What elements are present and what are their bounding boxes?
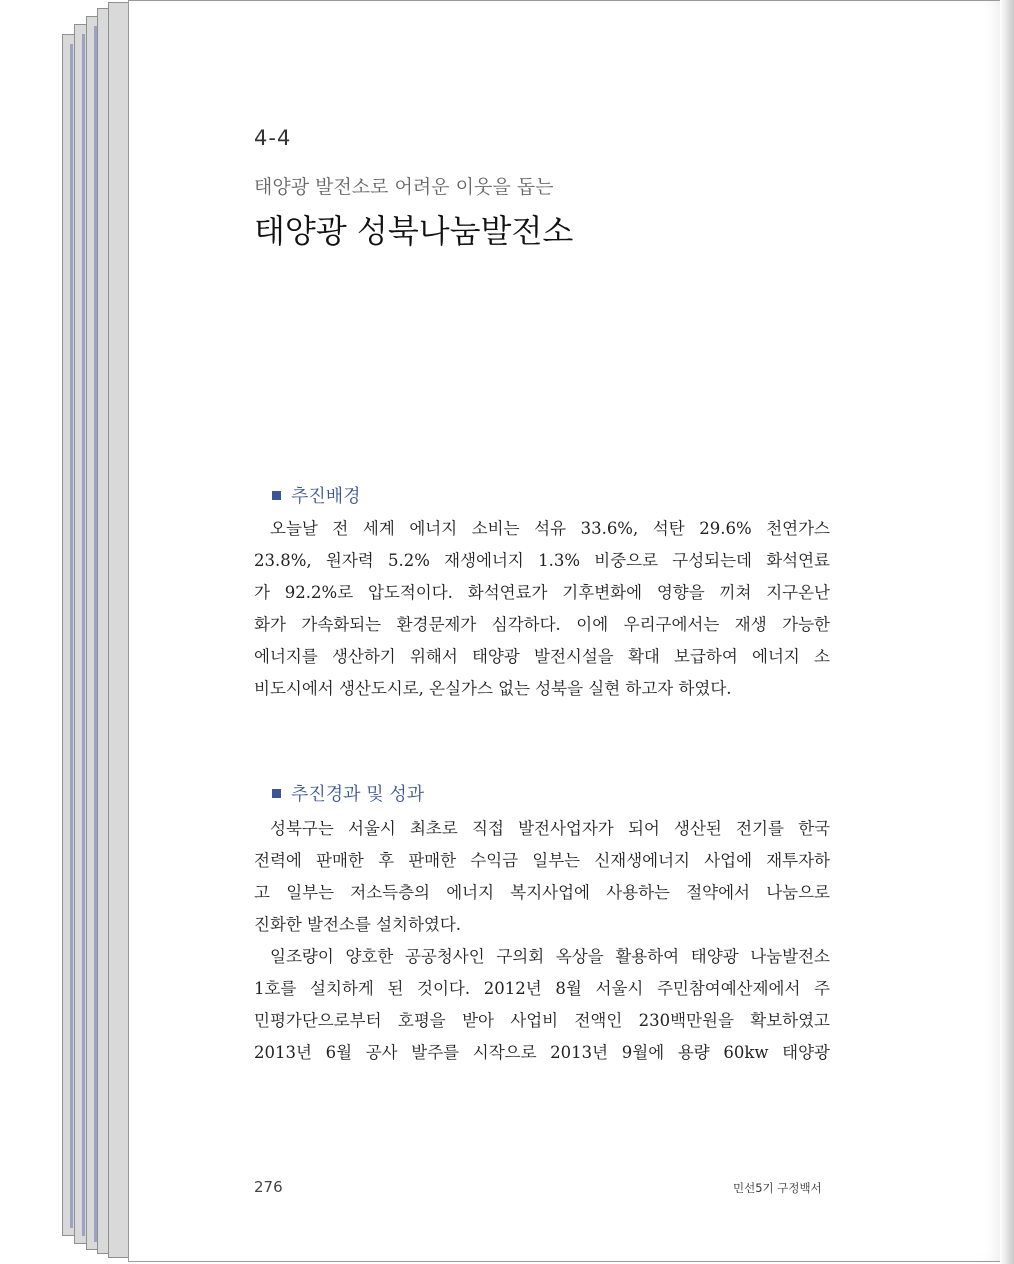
text-line: 2013년 6월 공사 발주를 시작으로 2013년 9월에 용량 60kw 태양광 bbox=[254, 1043, 830, 1062]
text-line: 진화한 발전소를 설치하였다. bbox=[254, 915, 462, 934]
text-line: 일조량이 양호한 공공청사인 구의회 옥상을 활용하여 태양광 나눔발전소 bbox=[270, 947, 830, 966]
square-bullet-icon bbox=[272, 491, 281, 500]
text-line: 비도시에서 생산도시로, 온실가스 없는 성북을 실현 하고자 하였다. bbox=[254, 679, 732, 698]
section-title: 태양광 성북나눔발전소 bbox=[254, 212, 574, 250]
text-line: 1호를 설치하게 된 것이다. 2012년 8월 서울시 주민참여예산제에서 주 bbox=[254, 979, 830, 998]
heading-results bbox=[272, 780, 424, 806]
text-line: 화가 가속화되는 환경문제가 심각하다. 이에 우리구에서는 재생 가능한 bbox=[254, 615, 830, 634]
results-paragraph bbox=[254, 813, 830, 1069]
book-title: 민선5기 구정백서 bbox=[733, 1181, 822, 1195]
text-line: 오늘날 전 세계 에너지 소비는 석유 33.6%, 석탄 29.6% 천연가스 bbox=[270, 519, 830, 538]
text-line: 민평가단으로부터 호평을 받아 사업비 전액인 230백만원을 확보하였고 bbox=[254, 1011, 830, 1030]
text-line: 에너지를 생산하기 위해서 태양광 발전시설을 확대 보급하여 에너지 소 bbox=[254, 647, 830, 666]
page-edge-line bbox=[94, 26, 97, 1242]
square-bullet-icon bbox=[272, 789, 281, 798]
text-line: 가 92.2%로 압도적이다. 화석연료가 기후변화에 영향을 끼쳐 지구온난 bbox=[254, 583, 830, 602]
page-edge-line bbox=[82, 34, 85, 1236]
page-edge-line bbox=[70, 44, 73, 1228]
section-subtitle: 태양광 발전소로 어려운 이웃을 돕는 bbox=[254, 176, 554, 198]
page-shadow bbox=[1000, 0, 1014, 1264]
text-line: 23.8%, 원자력 5.2% 재생에너지 1.3% 비중으로 구성되는데 화석연료 bbox=[254, 551, 830, 570]
heading-label: 추진경과 및 성과 bbox=[291, 784, 425, 805]
heading-label: 추진배경 bbox=[291, 486, 361, 507]
background-paragraph bbox=[254, 513, 830, 705]
heading-background bbox=[272, 482, 361, 508]
text-line: 고 일부는 저소득층의 에너지 복지사업에 사용하는 절약에서 나눔으로 bbox=[254, 883, 830, 902]
text-line: 성북구는 서울시 최초로 직접 발전사업자가 되어 생산된 전기를 한국 bbox=[270, 819, 830, 838]
text-line: 전력에 판매한 후 판매한 수익금 일부는 신재생에너지 사업에 재투자하 bbox=[254, 851, 830, 870]
page-number: 276 bbox=[254, 1178, 283, 1196]
section-number: 4-4 bbox=[254, 126, 292, 150]
